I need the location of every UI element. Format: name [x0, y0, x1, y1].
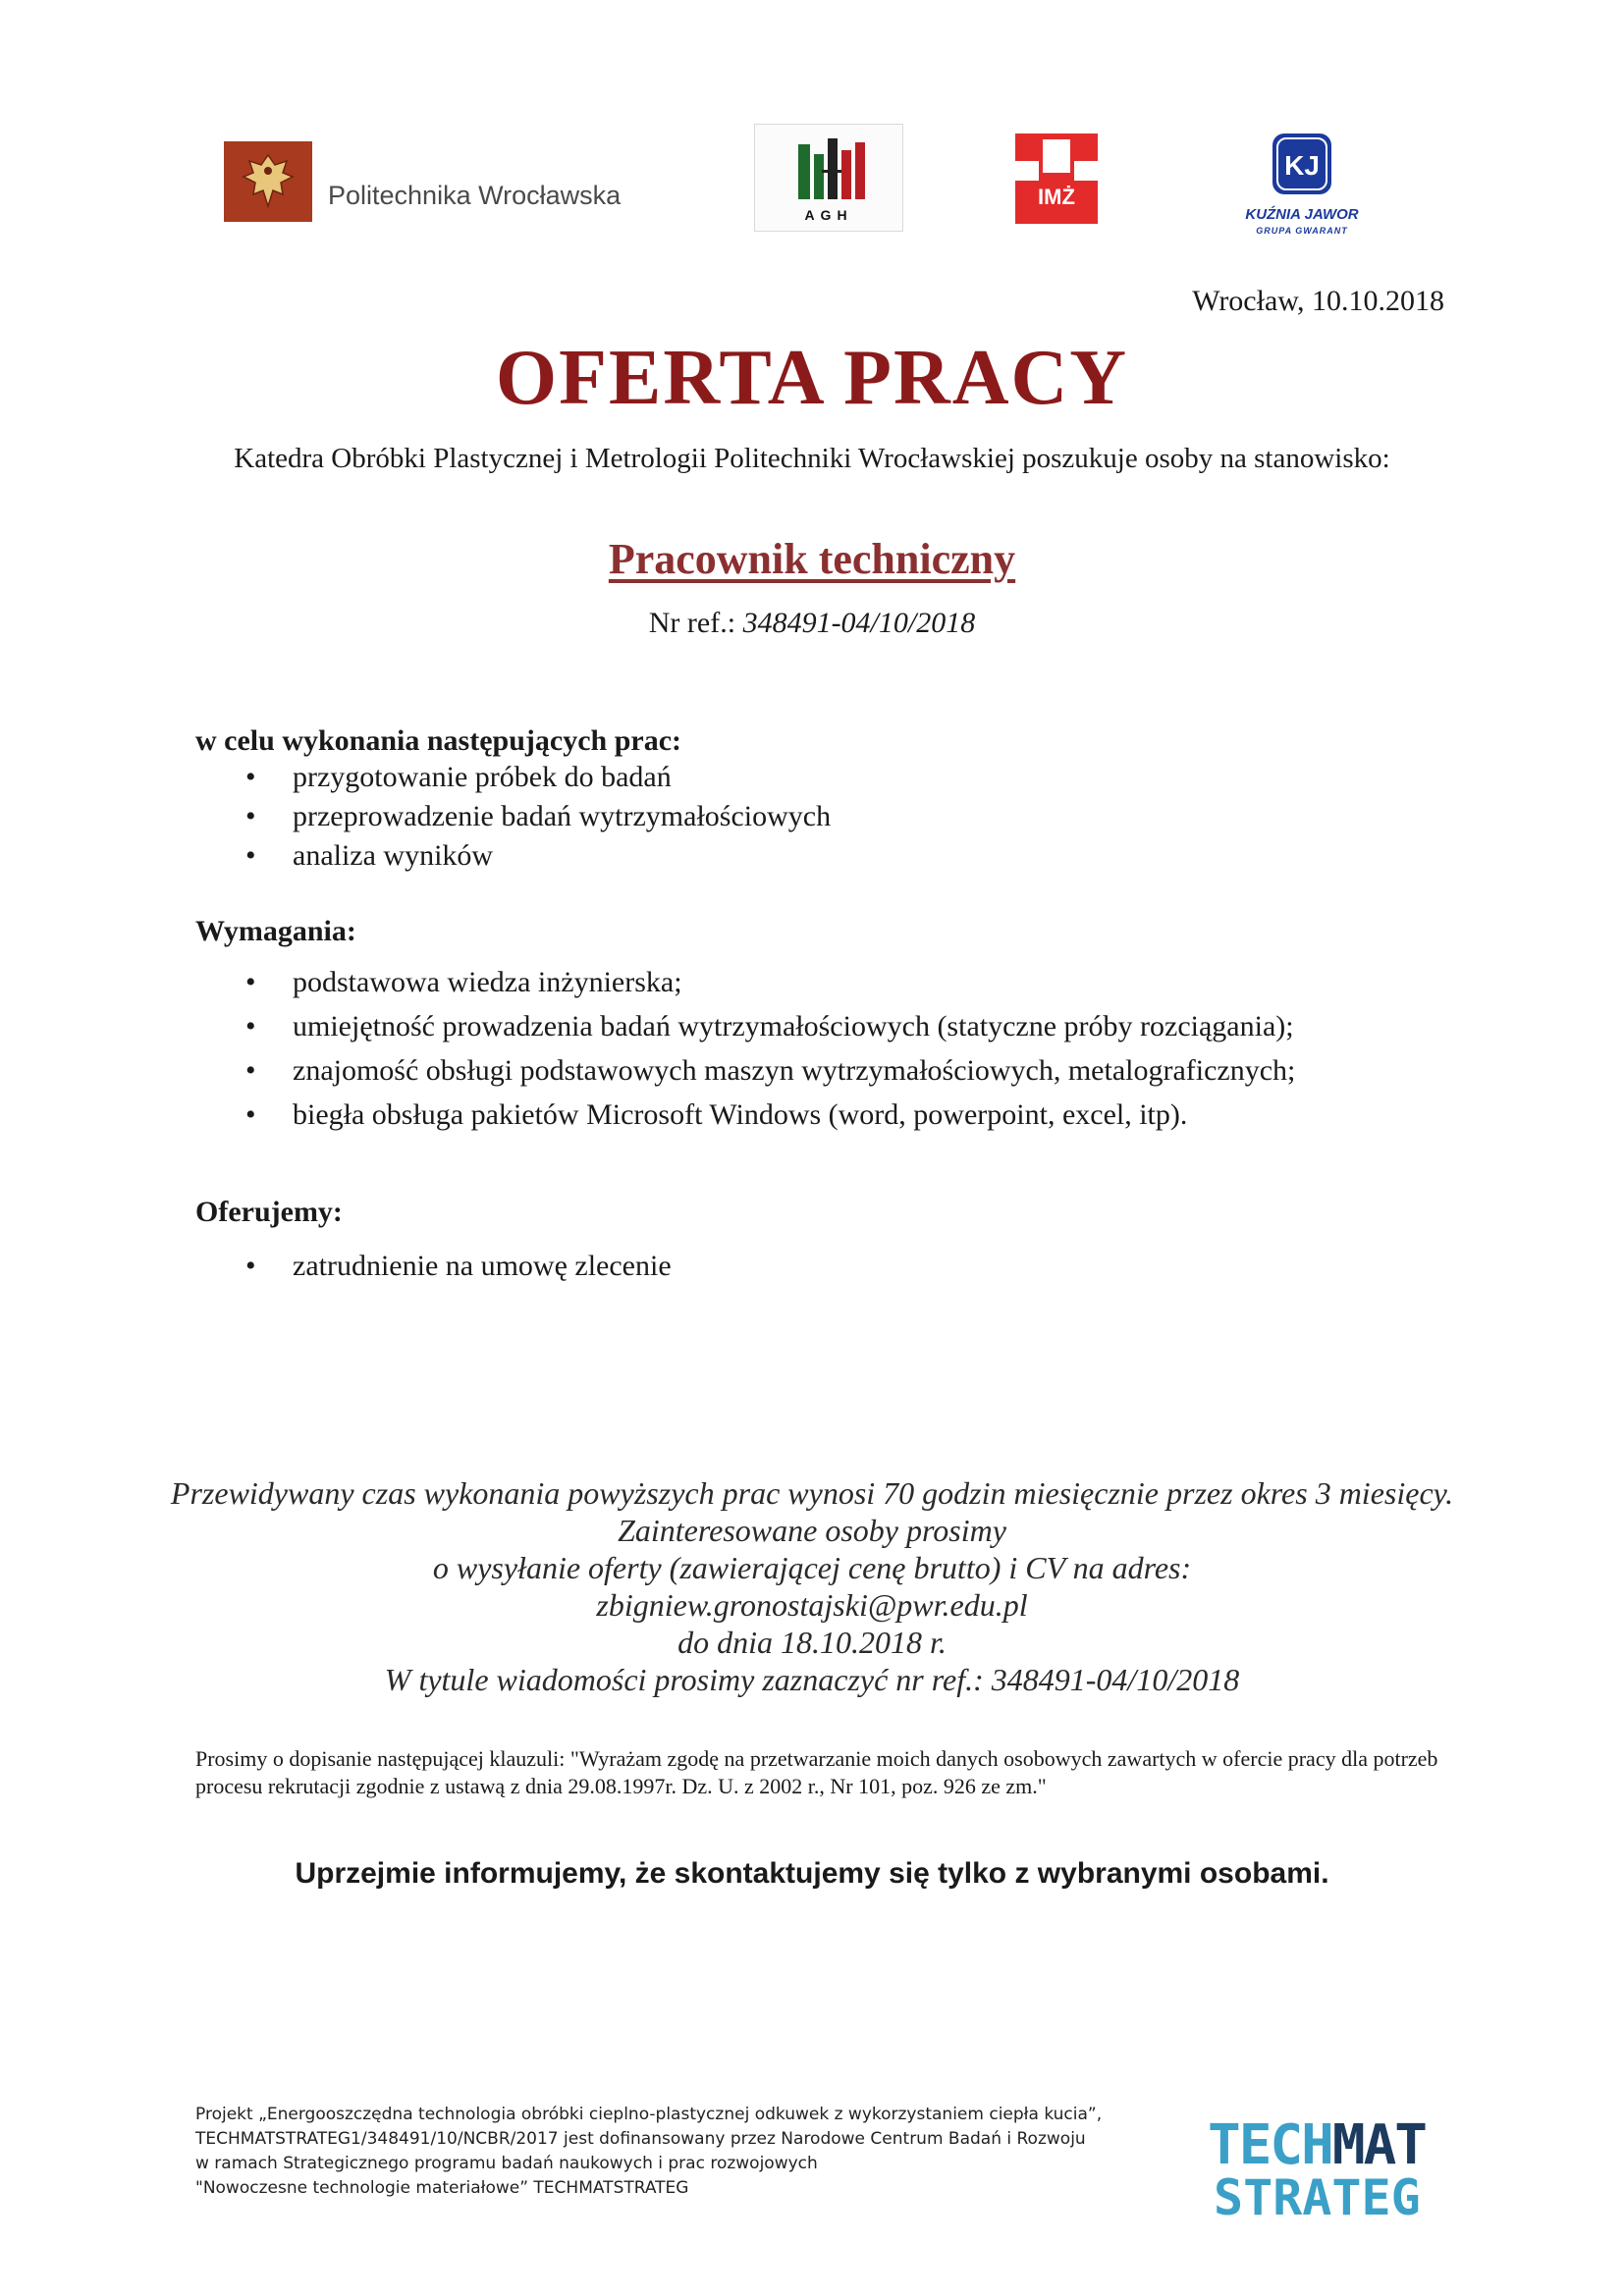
- kuznia-jawor-logo: [1233, 130, 1371, 243]
- tasks-heading: w celu wykonania następujących prac:: [195, 724, 682, 757]
- intro-text: Katedra Obróbki Plastycznej i Metrologii Politechniki Wrocławskiej poszukuje osoby na stanowisko:: [234, 443, 1390, 474]
- techmat-logo-part2: MAT: [1331, 2113, 1427, 2177]
- pwr-logo-text: Politechnika Wrocławska: [328, 181, 622, 210]
- techmat-logo-part1: TECH: [1208, 2113, 1332, 2177]
- imz-logo: [1013, 132, 1100, 226]
- closing-line: o wysyłanie oferty (zawierającej cenę brutto) i CV na adres:: [432, 1550, 1192, 1585]
- footer-line: Projekt „Energooszczędna technologia obróbki cieplno-plastycznej odkuwek z wykorzystaniem ciepła kucia”,: [195, 2105, 1103, 2124]
- agh-logo: [754, 124, 903, 232]
- list-item: • znajomość obsługi podstawowych maszyn wytrzymałościowych, metalograficznych;: [245, 1048, 1295, 1093]
- footer-line: TECHMATSTRATEG1/348491/10/NCBR/2017 jest dofinansowany przez Narodowe Centrum Badań i Rozwoju: [195, 2129, 1086, 2149]
- techmatstrateg-logo: [1208, 2113, 1459, 2226]
- imz-logo-text: IMŻ: [1038, 185, 1075, 209]
- requirements-heading: Wymagania:: [195, 915, 356, 947]
- closing-paragraph: [167, 1474, 1457, 1698]
- position-title: Pracownik techniczny: [608, 535, 1016, 583]
- list-item: • biegła obsługa pakietów Microsoft Windows (word, powerpoint, excel, itp).: [245, 1093, 1295, 1137]
- offer-list: [245, 1247, 672, 1286]
- agh-logo-text: AGH: [804, 207, 853, 223]
- contact-notice: Uprzejmie informujemy, że skontaktujemy się tylko z wybranymi osobami.: [295, 1857, 1329, 1890]
- project-footer: [195, 2103, 1177, 2201]
- ref-number: 348491-04/10/2018: [742, 607, 976, 639]
- deadline-line: do dnia 18.10.2018 r.: [677, 1625, 947, 1660]
- kuznia-monogram: KJ: [1284, 150, 1320, 181]
- list-item: • przeprowadzenie badań wytrzymałościowych: [245, 797, 831, 836]
- requirements-list: [245, 960, 1295, 1137]
- closing-line: W tytule wiadomości prosimy zaznaczyć nr ref.: 348491-04/10/2018: [384, 1662, 1240, 1697]
- list-item: • przygotowanie próbek do badań: [245, 758, 831, 797]
- tasks-list: [245, 758, 831, 876]
- offer-heading: Oferujemy:: [195, 1196, 343, 1228]
- date-line: Wrocław, 10.10.2018: [1192, 285, 1444, 317]
- footer-line: w ramach Strategicznego programu badań naukowych i prac rozwojowych: [195, 2154, 818, 2173]
- closing-line: Przewidywany czas wykonania powyższych prac wynosi 70 godzin miesięcznie przez okres 3 miesięcy. Zainteresowane osoby prosimy: [170, 1475, 1454, 1548]
- consent-clause: Prosimy o dopisanie następującej klauzuli: "Wyrażam zgodę na przetwarzanie moich danych osobowych zawartych w ofercie pracy dla potrzeb procesu rekrutacji zgodnie z ustawą z dnia 29.08.1997r. Dz. U. z 2002 r., Nr 101, poz. 926 ze zm.": [195, 1746, 1438, 1798]
- kuznia-logo-subtitle: GRUPA GWARANT: [1256, 226, 1348, 236]
- reference-line: [0, 607, 1624, 640]
- pwr-eagle-emblem-icon: [224, 141, 312, 222]
- list-item: • zatrudnienie na umowę zlecenie: [245, 1247, 672, 1286]
- contact-email: zbigniew.gronostajski@pwr.edu.pl: [596, 1587, 1028, 1623]
- list-item: • podstawowa wiedza inżynierska;: [245, 960, 1295, 1004]
- list-item: • analiza wyników: [245, 836, 831, 876]
- list-item: • umiejętność prowadzenia badań wytrzymałościowych (statyczne próby rozciągania);: [245, 1004, 1295, 1048]
- kuznia-logo-title: KUŹNIA JAWOR: [1245, 206, 1359, 223]
- ref-label: Nr ref.:: [648, 607, 743, 639]
- techmat-logo-part3: STRATEG: [1214, 2169, 1421, 2226]
- page-title: OFERTA PRACY: [495, 335, 1129, 421]
- footer-line: "Nowoczesne technologie materiałowe” TECHMATSTRATEG: [195, 2178, 689, 2198]
- politechnika-wroclawska-logo: [224, 141, 632, 222]
